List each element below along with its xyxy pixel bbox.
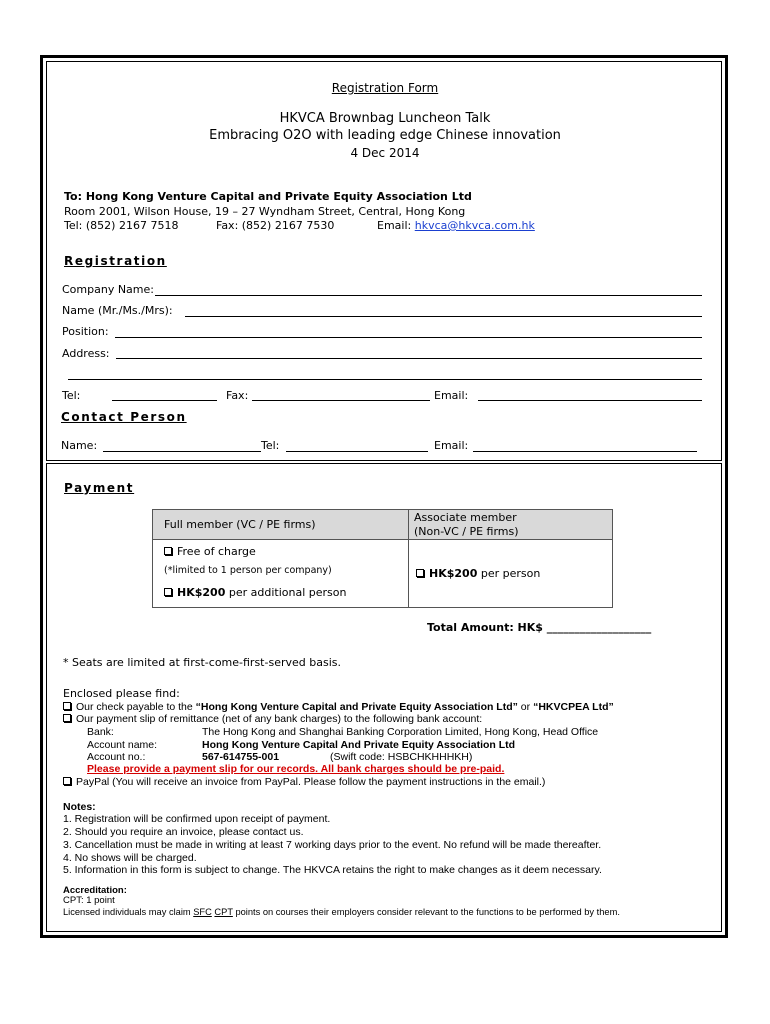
free-of-charge-label: Free of charge [177, 545, 256, 558]
contact-heading: Contact Person [61, 410, 187, 424]
cheque-payee-1: “Hong Kong Venture Capital and Private Equity Association Ltd” [195, 701, 518, 713]
associate-checkbox[interactable] [416, 569, 424, 577]
additional-person-price: HK$200 [177, 586, 226, 599]
associate-text: per person [477, 567, 541, 580]
company-name-label: Company Name: [62, 283, 154, 296]
enclosed-heading: Enclosed please find: [63, 687, 180, 700]
bank-label: Bank: [87, 726, 114, 738]
recipient-email-label: Email: [377, 219, 415, 232]
accreditation-cpt: CPT: 1 point [63, 895, 115, 906]
full-member-options [153, 540, 409, 608]
additional-person-option[interactable] [164, 586, 408, 599]
contact-tel-field[interactable] [286, 451, 428, 452]
slip-option[interactable] [63, 713, 482, 725]
contact-name-field[interactable] [103, 451, 261, 452]
recipient-tel: Tel: (852) 2167 7518 [64, 219, 179, 232]
paypal-option[interactable] [63, 776, 545, 788]
cheque-or: or [517, 701, 534, 713]
recipient-to: To: Hong Kong Venture Capital and Private Equity Association Ltd [64, 190, 472, 203]
event-subtitle: Embracing O2O with leading edge Chinese innovation [209, 128, 561, 143]
cheque-payee-2: “HKVCPEA Ltd” [533, 701, 614, 713]
event-title: HKVCA Brownbag Luncheon Talk [279, 111, 491, 126]
company-name-field[interactable] [155, 295, 702, 296]
account-name-value: Hong Kong Venture Capital And Private Equity Association Ltd [202, 739, 516, 751]
email-field[interactable] [478, 400, 702, 401]
notes-heading: Notes: [63, 801, 96, 813]
paypal-text: PayPal (You will receive an invoice from PayPal. Please follow the payment instructions in the email.) [76, 776, 546, 788]
associate-member-options [409, 540, 613, 608]
note-item: 4. No shows will be charged. [63, 852, 197, 864]
accreditation-heading: Accreditation: [63, 885, 127, 896]
free-of-charge-note: (*limited to 1 person per company) [164, 565, 332, 576]
note-item: 3. Cancellation must be made in writing at least 7 working days prior to the event. No refund will be made thereafter. [63, 839, 602, 851]
address-label: Address: [62, 347, 110, 360]
position-field[interactable] [115, 337, 702, 338]
contact-email-field[interactable] [473, 451, 697, 452]
swift-code: (Swift code: HSBCHKHHHKH) [330, 751, 473, 763]
payment-warning: Please provide a payment slip for our records. All bank charges should be pre-paid. [87, 763, 505, 775]
account-no-label: Account no.: [87, 751, 146, 763]
seats-note: * Seats are limited at first-come-first-served basis. [63, 656, 341, 669]
full-member-header-text: Full member (VC / PE firms) [164, 518, 316, 531]
bank-value: The Hong Kong and Shanghai Banking Corporation Limited, Hong Kong, Head Office [202, 726, 599, 738]
recipient-email [377, 219, 535, 232]
slip-text: Our payment slip of remittance (net of any bank charges) to the following bank account: [76, 713, 483, 725]
email-label: Email: [434, 389, 469, 402]
associate-header-line-2: (Non-VC / PE firms) [414, 525, 519, 538]
registration-heading: Registration [64, 254, 167, 268]
cheque-prefix: Our check payable to the [76, 701, 196, 713]
associate-member-header [409, 510, 613, 540]
contact-name-label: Name: [61, 439, 98, 452]
free-of-charge-checkbox[interactable] [164, 547, 172, 555]
name-field[interactable] [185, 316, 702, 317]
full-member-header [153, 510, 409, 540]
fax-label: Fax: [226, 389, 249, 402]
paypal-checkbox[interactable] [63, 777, 71, 785]
associate-header-line-1: Associate member [414, 511, 517, 524]
additional-person-checkbox[interactable] [164, 588, 172, 596]
slip-checkbox[interactable] [63, 714, 71, 722]
cheque-option[interactable] [63, 701, 614, 713]
accreditation-prefix: Licensed individuals may claim [63, 907, 194, 917]
position-label: Position: [62, 325, 109, 338]
cpt-abbr: CPT [214, 907, 233, 917]
accreditation-text [63, 907, 620, 917]
event-date: 4 Dec 2014 [350, 146, 420, 160]
address-field[interactable] [116, 358, 702, 359]
note-item: 2. Should you require an invoice, please contact us. [63, 826, 304, 838]
fax-field[interactable] [252, 400, 430, 401]
accreditation-suffix: points on courses their employers consider relevant to the functions to be performed by them. [232, 907, 620, 917]
cheque-checkbox[interactable] [63, 702, 71, 710]
associate-option[interactable] [416, 567, 612, 580]
contact-tel-label: Tel: [261, 439, 280, 452]
note-item: 5. Information in this form is subject to change. The HKVCA retains the right to make changes as it deem necessary. [63, 864, 602, 876]
recipient-fax: Fax: (852) 2167 7530 [216, 219, 335, 232]
tel-field[interactable] [112, 400, 217, 401]
associate-price: HK$200 [429, 567, 478, 580]
recipient-address: Room 2001, Wilson House, 19 – 27 Wyndham Street, Central, Hong Kong [64, 205, 466, 218]
additional-person-text: per additional person [225, 586, 347, 599]
total-amount [427, 621, 651, 634]
recipient-email-link[interactable]: hkvca@hkvca.com.hk [414, 219, 535, 232]
contact-email-label: Email: [434, 439, 469, 452]
total-amount-label: Total Amount: HK$ [427, 621, 547, 634]
payment-table [152, 509, 613, 608]
total-amount-field[interactable]: ___________________ [546, 621, 652, 634]
payment-heading: Payment [64, 481, 135, 495]
address-field-line-2[interactable] [68, 379, 702, 380]
account-no-value: 567-614755-001 [202, 751, 280, 763]
note-item: 1. Registration will be confirmed upon receipt of payment. [63, 813, 331, 825]
name-label: Name (Mr./Ms./Mrs): [62, 304, 173, 317]
sfc-abbr: SFC [193, 907, 212, 917]
form-type-title: Registration Form [331, 81, 439, 95]
account-name-label: Account name: [87, 739, 158, 751]
tel-label: Tel: [62, 389, 81, 402]
free-of-charge-option[interactable] [164, 545, 408, 563]
